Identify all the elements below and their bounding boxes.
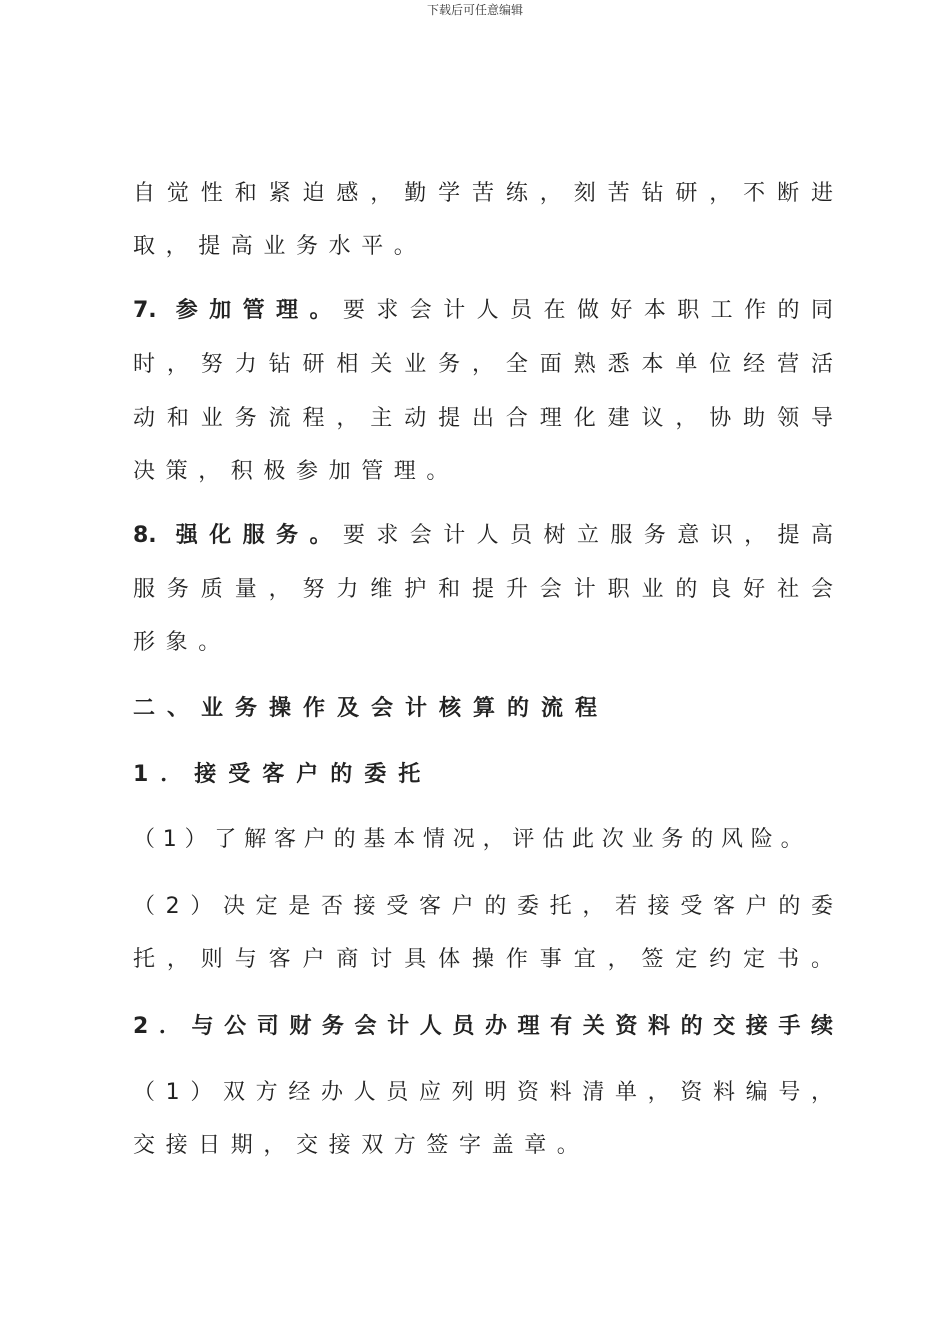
paragraph-line: （1）了解客户的基本情况，评估此次业务的风险。 bbox=[133, 827, 811, 852]
paragraph-line: 形象。 bbox=[133, 630, 231, 655]
paragraph-line-8 bbox=[133, 521, 833, 551]
subsection-heading-1: 1．接受客户的委托 bbox=[133, 762, 433, 787]
section-heading: 二、业务操作及会计核算的流程 bbox=[133, 696, 610, 721]
item-8-title: 8. 强化服务。 bbox=[133, 523, 343, 548]
header-note: 下载后可任意编辑 bbox=[426, 3, 523, 17]
item-7-text: 要求会计人员在做好本职工作的同 bbox=[342, 298, 833, 323]
paragraph-line: 交接日期，交接双方签字盖章。 bbox=[133, 1133, 590, 1158]
paragraph-line: 动和业务流程，主动提出合理化建议，协助领导 bbox=[133, 406, 833, 431]
subsection-heading-2: 2．与公司财务会计人员办理有关资料的交接手续 bbox=[133, 1014, 833, 1039]
paragraph-line: 决策，积极参加管理。 bbox=[133, 459, 460, 484]
paragraph-line: 取，提高业务水平。 bbox=[133, 234, 427, 259]
item-8-text: 要求会计人员树立服务意识，提高 bbox=[342, 523, 833, 548]
paragraph-line: 时，努力钻研相关业务，全面熟悉本单位经营活 bbox=[133, 352, 833, 377]
item-7-title: 7. 参加管理。 bbox=[133, 298, 343, 323]
paragraph-line: 托，则与客户商讨具体操作事宜，签定约定书。 bbox=[133, 947, 833, 972]
paragraph-line: （2）决定是否接受客户的委托，若接受客户的委 bbox=[133, 894, 833, 919]
paragraph-line: 自觉性和紧迫感，勤学苦练，刻苦钻研，不断进 bbox=[133, 181, 833, 206]
paragraph-line: 服务质量，努力维护和提升会计职业的良好社会 bbox=[133, 577, 833, 602]
paragraph-line: （1）双方经办人员应列明资料清单，资料编号， bbox=[133, 1080, 833, 1105]
paragraph-line-7 bbox=[133, 296, 833, 326]
